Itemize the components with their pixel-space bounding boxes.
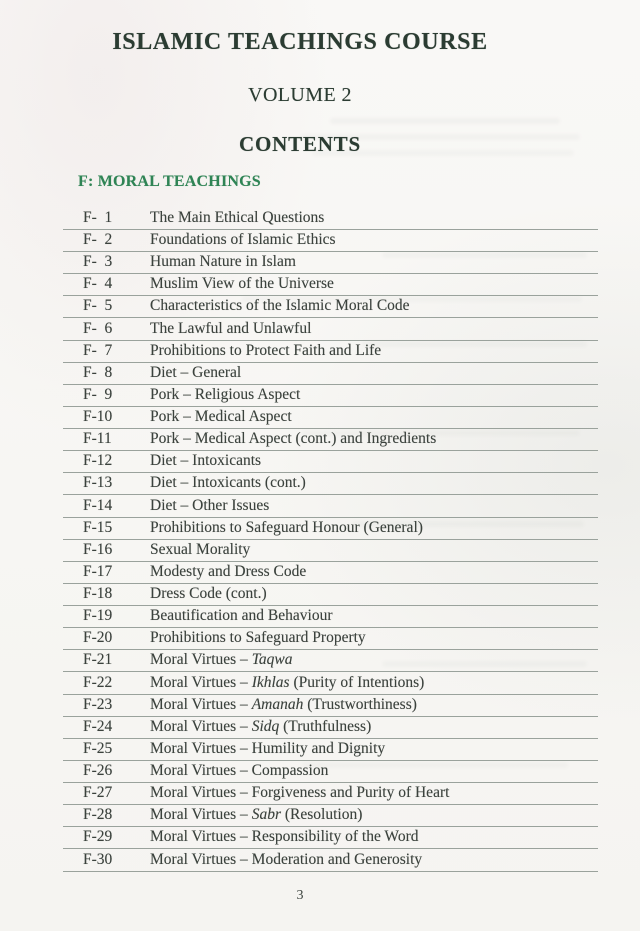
toc-item-title: Prohibitions to Safeguard Honour (General) [150, 518, 423, 536]
toc-row [63, 407, 598, 429]
toc-row [63, 584, 598, 606]
toc-item-code: F-25 [83, 739, 113, 757]
toc-item-title: Moral Virtues – Sabr (Resolution) [150, 806, 363, 824]
toc-item-code: F- 2 [83, 231, 113, 249]
toc-item-title: Prohibitions to Safeguard Property [150, 629, 366, 647]
toc-item-code: F-18 [83, 585, 113, 603]
toc-item-title: Pork – Religious Aspect [150, 385, 301, 403]
toc-row [63, 473, 598, 495]
toc-item-title: Diet – General [150, 363, 242, 381]
toc-item-title: Modesty and Dress Code [150, 562, 307, 580]
toc-row [63, 606, 598, 628]
toc-item-code: F- 6 [83, 319, 113, 337]
toc-row [63, 230, 598, 252]
toc-item-title: Beautification and Behaviour [150, 607, 333, 625]
toc-item-title: Characteristics of the Islamic Moral Code [150, 297, 410, 315]
book-title: ISLAMIC TEACHINGS COURSE [112, 29, 488, 55]
toc-item-code: F-23 [83, 695, 113, 713]
toc-item-title: Moral Virtues – Compassion [150, 762, 329, 780]
toc-item-title: Moral Virtues – Forgiveness and Purity of Heart [150, 784, 450, 802]
toc-item-title: Moral Virtues – Taqwa [150, 651, 293, 669]
toc-item-code: F- 1 [83, 208, 113, 226]
toc-item-title: Foundations of Islamic Ethics [150, 231, 336, 249]
toc-item-title: Diet – Intoxicants (cont.) [150, 474, 306, 492]
toc-row [63, 805, 598, 827]
toc-item-code: F-10 [83, 408, 113, 426]
toc-row [63, 429, 598, 451]
toc-item-title: Moral Virtues – Humility and Dignity [150, 739, 386, 757]
toc-item-code: F-11 [83, 430, 112, 448]
toc-row [63, 562, 598, 584]
page-number: 3 [296, 888, 304, 903]
toc-item-code: F-27 [83, 784, 113, 802]
toc-row [63, 827, 598, 849]
toc-row [63, 650, 598, 672]
toc-item-code: F- 9 [83, 385, 113, 403]
toc-item-code: F-19 [83, 607, 113, 625]
toc-item-code: F-15 [83, 518, 113, 536]
toc-row [63, 341, 598, 363]
toc-item-code: F-21 [83, 651, 113, 669]
toc-item-code: F-24 [83, 717, 113, 735]
toc-row [63, 274, 598, 296]
toc-row [63, 385, 598, 407]
toc-row [63, 849, 598, 871]
toc-item-title: Diet – Intoxicants [150, 452, 262, 470]
toc-item-title: Pork – Medical Aspect (cont.) and Ingredients [150, 430, 437, 448]
toc-row [63, 451, 598, 473]
toc-row [63, 761, 598, 783]
toc-item-title: Human Nature in Islam [150, 253, 296, 271]
toc-item-code: F-16 [83, 540, 113, 558]
toc-list [63, 208, 598, 872]
toc-row [63, 518, 598, 540]
toc-item-code: F- 5 [83, 297, 113, 315]
toc-item-title: Pork – Medical Aspect [150, 408, 292, 426]
toc-row [63, 540, 598, 562]
toc-row [63, 739, 598, 761]
toc-item-code: F-22 [83, 673, 113, 691]
toc-row [63, 252, 598, 274]
toc-row [63, 717, 598, 739]
volume-label: VOLUME 2 [248, 84, 352, 106]
toc-item-code: F- 7 [83, 341, 113, 359]
toc-item-title: Moral Virtues – Amanah (Trustworthiness) [150, 695, 417, 713]
toc-row [63, 695, 598, 717]
toc-item-title: Sexual Morality [150, 540, 251, 558]
toc-row [63, 783, 598, 805]
section-heading-moral-teachings: F: MORAL TEACHINGS [78, 173, 261, 190]
toc-item-title: Moral Virtues – Moderation and Generosity [150, 850, 423, 868]
toc-item-code: F-12 [83, 452, 113, 470]
toc-item-code: F-13 [83, 474, 113, 492]
toc-row [63, 296, 598, 318]
toc-row [63, 628, 598, 650]
toc-item-title: Moral Virtues – Ikhlas (Purity of Intentions) [150, 673, 425, 691]
toc-item-code: F- 4 [83, 275, 113, 293]
toc-item-title: The Main Ethical Questions [150, 208, 325, 226]
toc-item-code: F-26 [83, 762, 113, 780]
toc-item-title: Moral Virtues – Sidq (Truthfulness) [150, 717, 372, 735]
toc-item-title: Diet – Other Issues [150, 496, 270, 514]
toc-item-code: F-20 [83, 629, 113, 647]
toc-item-title: Prohibitions to Protect Faith and Life [150, 341, 382, 359]
toc-row [63, 495, 598, 517]
toc-row [63, 363, 598, 385]
toc-item-code: F-14 [83, 496, 113, 514]
toc-row [63, 208, 598, 230]
toc-item-code: F-28 [83, 806, 113, 824]
toc-item-title: Dress Code (cont.) [150, 585, 267, 603]
toc-item-code: F-17 [83, 562, 113, 580]
contents-heading: CONTENTS [239, 132, 361, 156]
toc-row [63, 318, 598, 340]
toc-item-title: The Lawful and Unlawful [150, 319, 312, 337]
toc-item-title: Moral Virtues – Responsibility of the Word [150, 828, 419, 846]
toc-item-title: Muslim View of the Universe [150, 275, 334, 293]
toc-item-code: F- 3 [83, 253, 113, 271]
toc-item-code: F-29 [83, 828, 113, 846]
toc-item-code: F- 8 [83, 363, 113, 381]
toc-item-code: F-30 [83, 850, 113, 868]
toc-row [63, 672, 598, 694]
